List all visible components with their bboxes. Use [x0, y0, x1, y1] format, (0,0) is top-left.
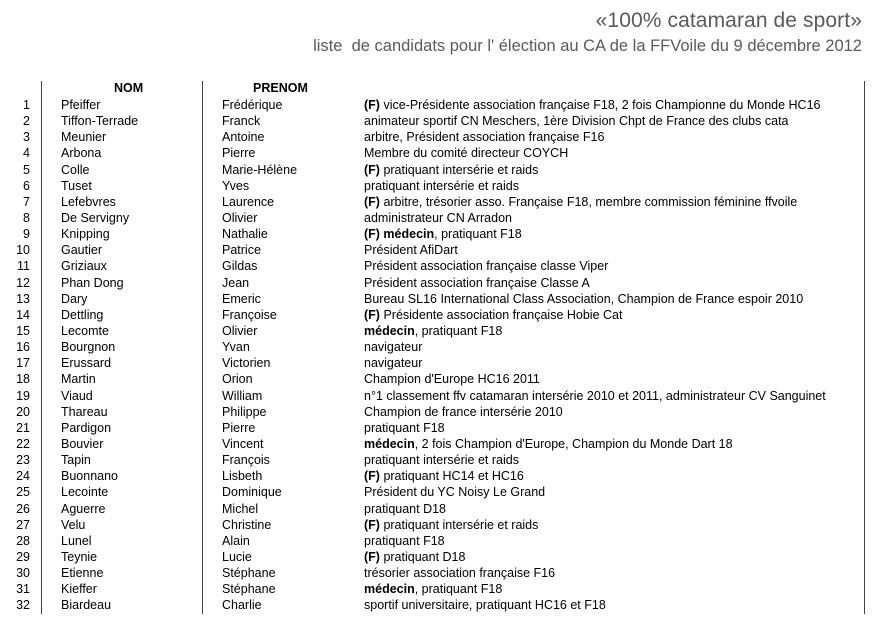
row-number: 22: [16, 436, 30, 451]
candidate-description: [364, 162, 538, 178]
candidate-first-name: Olivier: [222, 323, 258, 338]
table-row: [0, 517, 895, 533]
candidate-description: [364, 468, 524, 484]
candidate-description-text: Champion de france intersérie 2010: [364, 404, 563, 419]
row-number: 24: [16, 469, 30, 484]
row-number: 8: [23, 210, 30, 225]
candidate-tag: (F): [364, 194, 380, 209]
candidate-last-name: Buonnano: [61, 469, 119, 484]
table-row: [0, 307, 895, 323]
table-row: [0, 339, 895, 355]
candidate-last-name: Pfeiffer: [61, 98, 101, 112]
candidate-description: [364, 484, 545, 500]
row-number: 16: [16, 340, 30, 355]
candidate-description: [364, 258, 608, 274]
candidate-description-text: arbitre, Président association française F16: [364, 130, 605, 145]
candidate-last-name: Gautier: [61, 243, 102, 258]
candidate-first-name: Stéphane: [222, 582, 276, 597]
candidate-last-name: Griziaux: [61, 259, 107, 274]
document-title: «100% catamaran de sport»: [595, 9, 862, 32]
candidate-description-text: pratiquant intersérie et raids: [364, 453, 519, 468]
table-row: [0, 549, 895, 565]
candidate-last-name: Bouvier: [61, 436, 104, 451]
candidate-tag: (F): [364, 517, 380, 532]
table-row: [0, 291, 895, 307]
row-number: 7: [23, 194, 30, 209]
row-number: 12: [16, 275, 30, 290]
candidate-last-name: Meunier: [61, 130, 107, 145]
candidate-last-name: Pardigon: [61, 420, 112, 435]
candidate-description: [364, 242, 458, 258]
row-number: 25: [16, 485, 30, 500]
candidate-first-name: William: [222, 388, 263, 403]
table-row: [0, 371, 895, 387]
candidate-description: [364, 113, 789, 129]
candidate-first-name: Vincent: [222, 436, 264, 451]
candidate-first-name: Françoise: [222, 307, 277, 322]
candidate-description-text: Président du YC Noisy Le Grand: [364, 485, 546, 500]
candidate-description-text: pratiquant F18: [364, 533, 445, 548]
candidate-description-text: Présidente association française Hobie Cat: [379, 307, 623, 322]
candidate-first-name: Alain: [222, 533, 250, 548]
candidate-first-name: Lucie: [222, 549, 252, 564]
candidate-description-text: Membre du comité directeur COYCH: [364, 146, 569, 161]
candidate-tag: (F) médecin: [364, 227, 435, 242]
candidate-description-text: pratiquant D18: [364, 501, 447, 516]
candidate-last-name: Kieffer: [61, 582, 97, 597]
candidate-description: [364, 323, 502, 339]
row-number: 1: [23, 98, 30, 112]
candidate-first-name: Nathalie: [222, 227, 268, 242]
table-row: [0, 162, 895, 178]
candidate-last-name: Velu: [61, 517, 86, 532]
table-row: [0, 484, 895, 500]
candidate-last-name: Knipping: [61, 227, 110, 242]
table-row: [0, 468, 895, 484]
candidate-description: [364, 452, 519, 468]
row-number: 23: [16, 453, 30, 468]
candidate-description-text: pratiquant intersérie et raids: [379, 162, 539, 177]
candidate-last-name: Arbona: [61, 146, 102, 161]
table-row: [0, 323, 895, 339]
candidate-description-text: pratiquant intersérie et raids: [379, 517, 539, 532]
table-row: [0, 113, 895, 129]
row-number: 11: [17, 259, 30, 274]
candidate-last-name: Colle: [61, 162, 90, 177]
row-number: 2: [23, 114, 30, 129]
candidate-first-name: Pierre: [222, 420, 256, 435]
candidate-last-name: Tapin: [61, 453, 91, 468]
candidate-first-name: Christine: [222, 517, 272, 532]
candidate-description-text: trésorier association française F16: [364, 566, 556, 581]
row-number: 26: [16, 501, 30, 516]
candidate-first-name: Lisbeth: [222, 469, 263, 484]
row-number: 31: [16, 582, 30, 597]
candidate-last-name: Tiffon-Terrade: [61, 114, 139, 129]
candidate-last-name: Lecointe: [61, 485, 109, 500]
candidate-first-name: Pierre: [222, 146, 256, 161]
candidate-last-name: Martin: [61, 372, 96, 387]
table-row: [0, 275, 895, 291]
candidate-description-text: Président association française classe Viper: [364, 259, 609, 274]
candidate-description-text: , pratiquant F18: [414, 323, 503, 338]
candidate-description-text: pratiquant intersérie et raids: [364, 178, 519, 193]
table-row: [0, 145, 895, 161]
candidate-first-name: Dominique: [222, 485, 282, 500]
candidate-description: [364, 129, 604, 145]
candidate-last-name: Aguerre: [61, 501, 106, 516]
candidate-description: [364, 581, 502, 597]
table-row: [0, 420, 895, 436]
candidate-description-text: vice-Présidente association française F18, 2 fois Championne du Monde HC16: [379, 98, 821, 112]
candidate-tag: (F): [364, 469, 380, 484]
candidate-last-name: Etienne: [61, 566, 104, 581]
candidate-last-name: Lefebvres: [61, 194, 116, 209]
candidate-tag: (F): [364, 98, 380, 112]
candidate-last-name: Tuset: [61, 178, 92, 193]
candidate-first-name: Yvan: [222, 340, 250, 355]
column-header-prenom: PRENOM: [253, 81, 308, 95]
candidate-description-text: arbitre, trésorier asso. Française F18, membre commission féminine ffvoile: [379, 194, 798, 209]
candidate-description: [364, 565, 555, 581]
candidate-description-text: pratiquant D18: [379, 549, 466, 564]
candidate-first-name: Olivier: [222, 210, 258, 225]
row-number: 14: [16, 307, 30, 322]
candidate-description: [364, 210, 512, 226]
row-number: 4: [23, 146, 30, 161]
candidate-first-name: Philippe: [222, 404, 267, 419]
row-number: 30: [16, 566, 30, 581]
candidate-tag: médecin: [364, 436, 415, 451]
row-number: 5: [23, 162, 30, 177]
table-row: [0, 565, 895, 581]
table-row: [0, 226, 895, 242]
candidate-description: [364, 307, 622, 323]
candidate-first-name: Stéphane: [222, 566, 276, 581]
table-row: [0, 388, 895, 404]
row-number: 17: [16, 356, 30, 371]
row-number: 3: [23, 130, 30, 145]
candidate-first-name: Emeric: [222, 291, 261, 306]
candidate-description-text: sportif universitaire, pratiquant HC16 et F18: [364, 598, 606, 613]
candidate-description-text: pratiquant HC14 et HC16: [379, 469, 524, 484]
candidate-last-name: Dettling: [61, 307, 104, 322]
candidate-last-name: Teynie: [61, 549, 98, 564]
candidate-first-name: Orion: [222, 372, 253, 387]
candidate-last-name: De Servigny: [61, 210, 130, 225]
table-row: [0, 210, 895, 226]
candidate-first-name: Gildas: [222, 259, 258, 274]
table-row: [0, 355, 895, 371]
row-number: 9: [23, 227, 30, 242]
candidate-description: [364, 371, 540, 387]
candidate-description-text: pratiquant F18: [364, 420, 445, 435]
document-subtitle: liste de candidats pour l' élection au CA de la FFVoile du 9 décembre 2012: [313, 37, 862, 55]
candidate-first-name: Frédérique: [222, 98, 283, 112]
row-number: 10: [16, 243, 30, 258]
candidate-last-name: Erussard: [61, 356, 112, 371]
candidate-description: [364, 404, 563, 420]
candidate-description-text: navigateur: [364, 340, 423, 355]
candidate-first-name: Franck: [222, 114, 261, 129]
candidate-description-text: Président association française Classe A: [364, 275, 590, 290]
candidate-description-text: , pratiquant F18: [434, 227, 522, 242]
candidate-description: [364, 194, 797, 210]
candidate-first-name: Antoine: [222, 130, 265, 145]
candidate-first-name: Laurence: [222, 194, 275, 209]
candidate-description: [364, 178, 519, 194]
candidate-first-name: Michel: [222, 501, 259, 516]
candidate-description: [364, 436, 733, 452]
candidate-description: [364, 420, 445, 436]
candidate-first-name: Patrice: [222, 243, 261, 258]
candidate-last-name: Viaud: [61, 388, 93, 403]
candidate-last-name: Biardeau: [61, 598, 112, 613]
candidate-last-name: Phan Dong: [61, 275, 124, 290]
row-number: 6: [23, 178, 30, 193]
row-number: 19: [16, 388, 30, 403]
row-number: 20: [16, 404, 30, 419]
candidate-first-name: Yves: [222, 178, 250, 193]
candidate-description: [364, 291, 803, 307]
row-number: 15: [16, 323, 30, 338]
candidate-last-name: Dary: [61, 291, 88, 306]
table-row: [0, 501, 895, 517]
candidate-description-text: Champion d'Europe HC16 2011: [364, 372, 540, 387]
candidate-last-name: Thareau: [61, 404, 108, 419]
candidate-description-text: , 2 fois Champion d'Europe, Champion du Monde Dart 18: [414, 436, 733, 451]
candidate-description: [364, 355, 422, 371]
candidate-last-name: Lecomte: [61, 323, 109, 338]
row-number: 29: [16, 549, 30, 564]
row-number: 18: [16, 372, 30, 387]
candidate-description: [364, 501, 446, 517]
row-number: 28: [16, 533, 30, 548]
row-number: 13: [16, 291, 30, 306]
table-row: [0, 242, 895, 258]
candidate-tag: (F): [364, 549, 380, 564]
candidate-description-text: navigateur: [364, 356, 423, 371]
candidate-description-text: , pratiquant F18: [414, 582, 503, 597]
candidate-last-name: Bourgnon: [61, 340, 116, 355]
table-row: [0, 404, 895, 420]
candidate-first-name: Charlie: [222, 598, 262, 613]
table-row: [0, 597, 895, 613]
table-row: [0, 129, 895, 145]
candidate-tag: médecin: [364, 582, 415, 597]
table-row: [0, 178, 895, 194]
candidate-tag: (F): [364, 307, 380, 322]
table-row: [0, 533, 895, 549]
candidate-description: [364, 549, 465, 565]
candidate-description: [364, 97, 820, 113]
row-number: 21: [16, 420, 30, 435]
candidate-first-name: Jean: [222, 275, 250, 290]
table-row: [0, 436, 895, 452]
table-row: [0, 452, 895, 468]
candidate-tag: médecin: [364, 323, 415, 338]
candidate-description: [364, 145, 568, 161]
candidate-description-text: Président AfiDart: [364, 243, 458, 258]
candidate-list: [0, 97, 895, 614]
candidate-first-name: Marie-Hélène: [222, 162, 298, 177]
candidate-description: [364, 339, 422, 355]
candidate-description-text: Bureau SL16 International Class Association, Champion de France espoir 2010: [364, 291, 804, 306]
candidate-description-text: animateur sportif CN Meschers, 1ère Division Chpt de France des clubs cata: [364, 114, 789, 129]
candidate-description: [364, 226, 522, 242]
row-number: 32: [16, 598, 30, 613]
candidate-description: [364, 517, 538, 533]
table-row: [0, 194, 895, 210]
candidate-description: [364, 388, 826, 404]
candidate-last-name: Lunel: [61, 533, 92, 548]
candidate-description: [364, 597, 606, 613]
table-row: [0, 97, 895, 113]
candidate-description: [364, 533, 445, 549]
table-row: [0, 258, 895, 274]
column-header-nom: NOM: [114, 81, 144, 95]
candidate-first-name: Victorien: [222, 356, 271, 371]
candidate-tag: (F): [364, 162, 380, 177]
candidate-first-name: François: [222, 453, 270, 468]
table-row: [0, 581, 895, 597]
row-number: 27: [16, 517, 30, 532]
candidate-description: [364, 275, 590, 291]
candidate-description-text: administrateur CN Arradon: [364, 210, 512, 225]
candidate-description-text: n°1 classement ffv catamaran intersérie 2010 et 2011, administrateur CV Sanguinet: [364, 388, 826, 403]
